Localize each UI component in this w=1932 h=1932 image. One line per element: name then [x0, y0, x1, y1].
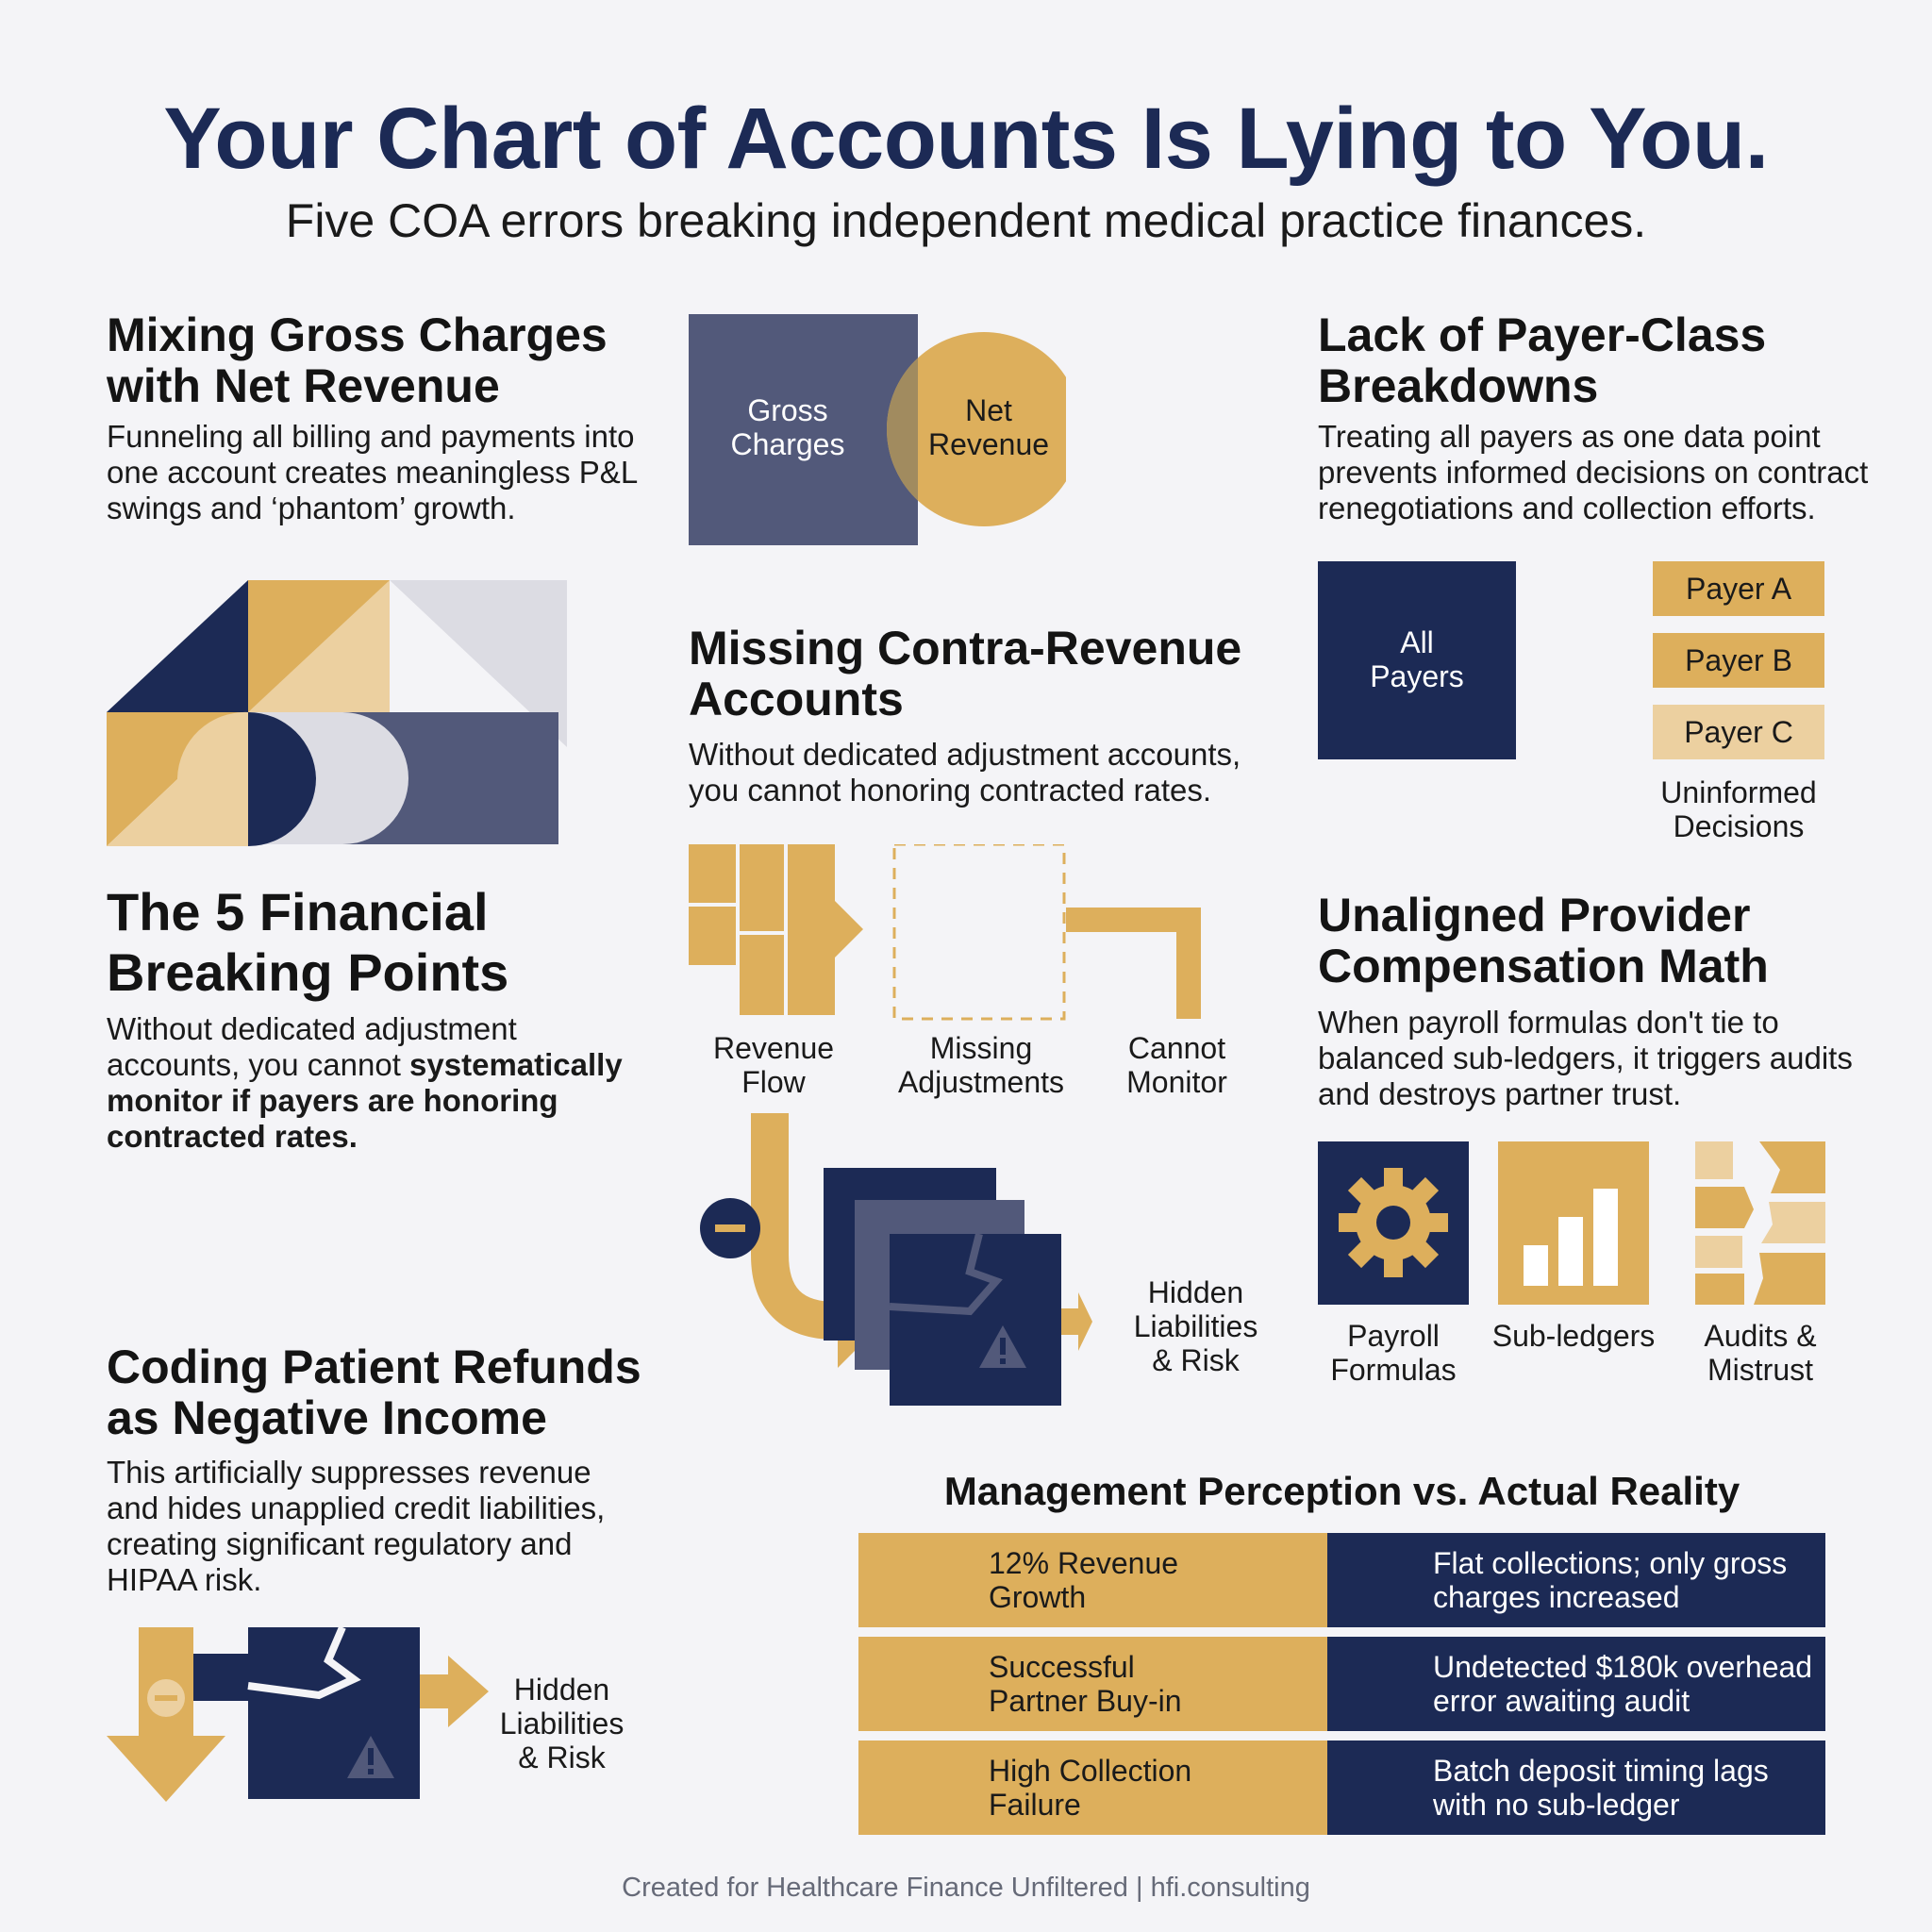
broken-blocks-icon — [1695, 1141, 1825, 1305]
contra-revenue-heading: Missing Contra-Revenue Accounts — [689, 622, 1242, 725]
gross-net-heading: Mixing Gross Charges with Net Revenue — [107, 308, 608, 412]
refund-risk-graphic — [107, 1627, 489, 1802]
breaking-points-heading: The 5 Financial Breaking Points — [107, 882, 509, 1002]
all-payers-label: All Payers — [1370, 625, 1464, 693]
page-title: Your Chart of Accounts Is Lying to You. — [163, 91, 1769, 187]
flow-label-missing-adjustments: Missing Adjustments — [897, 1031, 1065, 1099]
revenue-flow-graphic — [689, 844, 1203, 1028]
bar-chart-icon — [1498, 1141, 1649, 1305]
payroll-formulas-tile — [1318, 1141, 1469, 1305]
geometric-shapes-graphic — [107, 580, 569, 846]
contra-revenue-body: Without dedicated adjustment accounts, you cannot honoring contracted rates. — [689, 737, 1241, 808]
payer-class-body: Treating all payers as one data point prevents informed decisions on contract renegotiations and collection efforts. — [1318, 419, 1869, 525]
reality-cell: Flat collections; only gross charges increased — [1327, 1533, 1825, 1627]
audits-mistrust-label: Audits & Mistrust — [1704, 1319, 1817, 1387]
contra-risk-label: Hidden Liabilities & Risk — [1133, 1275, 1258, 1377]
net-revenue-label: Net Revenue — [927, 393, 1050, 461]
payer-a-box: Payer A — [1653, 561, 1824, 616]
breaking-points-body: Without dedicated adjustment accounts, you cannot systematically monitor if payers are honoring contracted rates. — [107, 1011, 623, 1154]
provider-comp-heading: Unaligned Provider Compensation Math — [1318, 889, 1769, 992]
payroll-formulas-label: Payroll Formulas — [1330, 1319, 1457, 1387]
gear-icon — [1318, 1141, 1469, 1305]
contra-flow-diagram — [689, 844, 1203, 1028]
gross-net-diagram — [689, 314, 1066, 545]
refunds-body: This artificially suppresses revenue and hides unapplied credit liabilities, creating significant regulatory and HIPAA risk. — [107, 1455, 606, 1597]
contra-risk-diagram — [696, 1113, 1092, 1406]
geometric-decoration — [107, 580, 569, 846]
comparison-row — [858, 1533, 1825, 1627]
payer-b-box: Payer B — [1653, 633, 1824, 688]
gross-net-body: Funneling all billing and payments into one account creates meaningless P&L swings and ‘phantom’ growth. — [107, 419, 637, 525]
refunds-heading: Coding Patient Refunds as Negative Income — [107, 1341, 641, 1444]
comparison-row — [858, 1740, 1825, 1835]
reality-cell: Undetected $180k overhead error awaiting audit — [1327, 1637, 1825, 1731]
perception-cell: High Collection Failure — [858, 1740, 1327, 1835]
refunds-risk-label: Hidden Liabilities & Risk — [499, 1673, 625, 1774]
footer-credit: Created for Healthcare Finance Unfiltered | hfi.consulting — [622, 1873, 1310, 1903]
flow-label-cannot-monitor: Cannot Monitor — [1126, 1031, 1227, 1099]
hidden-risk-graphic — [696, 1113, 1092, 1406]
provider-comp-body: When payroll formulas don't tie to balanced sub-ledgers, it triggers audits and destroys partner trust. — [1318, 1005, 1853, 1111]
uninformed-decisions-label: Uninformed Decisions — [1660, 775, 1817, 843]
payer-c-box: Payer C — [1653, 705, 1824, 759]
payer-class-heading: Lack of Payer-Class Breakdowns — [1318, 308, 1767, 412]
refunds-risk-diagram — [107, 1627, 489, 1802]
gross-charges-label: Gross Charges — [730, 393, 845, 461]
flow-label-revenue: Revenue Flow — [712, 1031, 835, 1099]
sub-ledgers-label: Sub-ledgers — [1491, 1319, 1656, 1353]
perception-cell: 12% Revenue Growth — [858, 1533, 1327, 1627]
sub-ledgers-tile — [1498, 1141, 1649, 1305]
all-payers-box — [1318, 561, 1516, 759]
comparison-row — [858, 1637, 1825, 1731]
reality-cell: Batch deposit timing lags with no sub-ledger — [1327, 1740, 1825, 1835]
perception-cell: Successful Partner Buy-in — [858, 1637, 1327, 1731]
page-subtitle: Five COA errors breaking independent medical practice finances. — [285, 194, 1647, 247]
audits-mistrust-tile — [1695, 1141, 1825, 1305]
comparison-title: Management Perception vs. Actual Reality — [943, 1469, 1740, 1513]
